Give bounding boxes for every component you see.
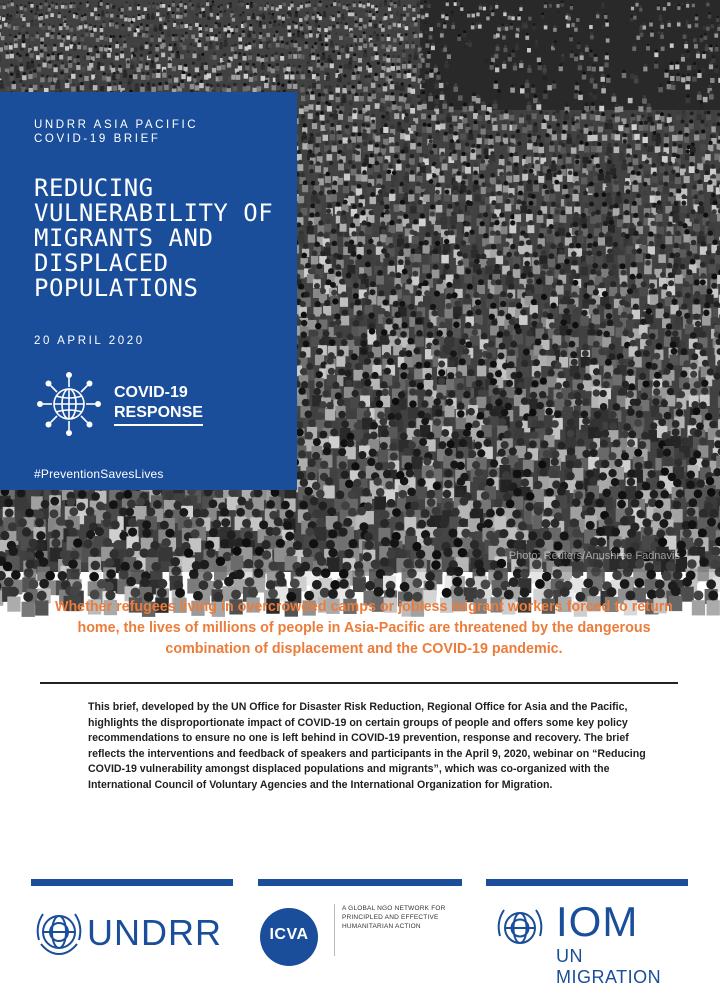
iom-logo [486,900,688,960]
hashtag: #PreventionSavesLives [34,467,297,481]
lead-paragraph: Whether refugees living in overcrowded camps or jobless migrant workers forced to return home, the lives of millions of people in Asia-Pacific are threatened by the dangerous combination of displacement and the COVID-19 pandemic. [40,597,688,660]
undrr-logo-bar [31,879,233,886]
badge-line-2: RESPONSE [114,403,203,426]
icva-divider [334,904,335,956]
un-emblem-icon [490,902,550,958]
photo-credit: Photo: Reuters/Anushree Fadnavis [509,550,680,562]
icva-logo [258,900,462,960]
badge-line-1: COVID-19 [114,383,203,403]
brief-date: 20 APRIL 2020 [34,335,297,347]
un-emblem-icon [31,904,87,960]
iom-wordmark: IOM [556,898,638,946]
un-virus-emblem-icon [34,369,104,439]
brief-title: REDUCING VULNERABILITY OF MIGRANTS AND DISPLACED POPULATIONS [34,176,284,301]
undrr-wordmark: UNDRR [87,912,222,954]
undrr-logo [31,900,233,960]
covid-response-badge [34,369,297,439]
iom-logo-bar [486,879,688,886]
iom-subtitle: UN MIGRATION [556,946,688,988]
icva-tagline: A GLOBAL NGO NETWORK FOR PRINCIPLED AND EFFECTIVE HUMANITARIAN ACTION [342,904,472,931]
icva-logo-bar [258,879,462,886]
series-line-2: COVID-19 BRIEF [34,132,297,146]
body-paragraph: This brief, developed by the UN Office for Disaster Risk Reduction, Regional Office for Asia and the Pacific, highlights the disproportionate impact of COVID-19 on certain groups of people and offers some key policy recommendations to ensure no one is left behind in COVID-19 prevention, response and recovery. The brief reflects the interventions and feedback of speakers and participants in the April 9, 2020, webinar on “Reducing COVID-19 vulnerability amongst displaced populations and migrants”, which was co-organized with the International Council of Voluntary Agencies and the International Organization for Migration. [88,700,668,793]
title-panel [0,92,297,490]
series-line-1: UNDRR ASIA PACIFIC [34,118,297,132]
series-label [34,118,297,146]
covid-response-text [114,383,203,426]
section-divider [40,682,678,684]
icva-mark-text: ICVA [262,926,316,944]
